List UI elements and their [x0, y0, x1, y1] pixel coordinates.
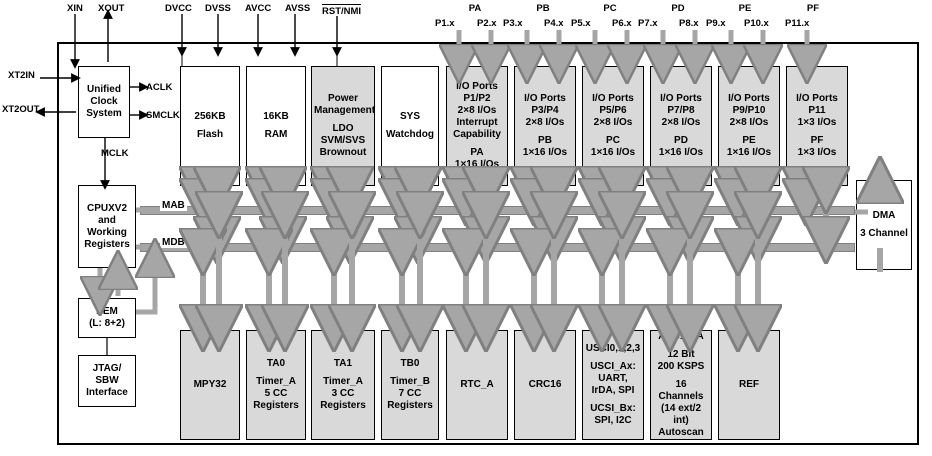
pm-line-4: LDO — [332, 123, 354, 134]
block-adc12-a — [650, 330, 712, 440]
eem-line-1: EEM — [96, 306, 118, 317]
ta1-line-3: Timer_A — [323, 376, 363, 387]
ucs-line-1: Unified — [87, 84, 121, 95]
block-tb0 — [381, 330, 439, 440]
pd-line-2: P7/P8 — [667, 105, 695, 116]
port-group-pf: PF — [806, 3, 820, 14]
dma-line-3: 3 Channel — [860, 228, 908, 239]
pin-label-dvcc: DVCC — [165, 3, 192, 14]
tb0-line-4: 7 CC — [398, 388, 422, 399]
pin-label-xt2out: XT2OUT — [2, 104, 40, 115]
pd-line-1: I/O Ports — [660, 93, 702, 104]
pa-line-3: 2×8 I/Os — [457, 105, 497, 116]
pc-line-1: I/O Ports — [592, 93, 634, 104]
ucs-line-3: System — [86, 108, 122, 119]
jtag-line-3: Interface — [86, 387, 128, 398]
pf-line-1: I/O Ports — [796, 93, 838, 104]
usci-line-4: UART, — [598, 373, 628, 384]
pin-label-p5x: P5.x — [571, 18, 591, 29]
block-crc16 — [514, 330, 576, 440]
port-group-pa: PA — [468, 3, 482, 14]
ta0-line-4: 5 CC — [264, 388, 288, 399]
ref-line-1: REF — [739, 379, 759, 390]
pc-line-5: PC — [606, 135, 620, 146]
jtag-line-1: JTAG/ — [92, 363, 122, 374]
block-io-ports-pd — [650, 66, 712, 186]
pin-label-p2x: P2.x — [477, 18, 497, 29]
bus-label-mdb: MDB — [162, 237, 185, 248]
pb-line-1: I/O Ports — [524, 93, 566, 104]
pin-label-avcc: AVCC — [245, 3, 272, 14]
block-sys-watchdog — [381, 66, 439, 186]
adc-line-6: 16 Channels — [658, 379, 704, 402]
block-ta0 — [246, 330, 306, 440]
usci-line-3: USCI_Ax: — [590, 361, 636, 372]
flash-line-3: Flash — [196, 129, 224, 140]
pin-label-p9x: P9.x — [706, 18, 726, 29]
pin-label-rst-nmi: RST/NMI — [322, 6, 362, 17]
ta1-line-1: TA1 — [333, 358, 353, 369]
jtag-line-2: SBW — [95, 375, 119, 386]
block-power-management — [311, 66, 375, 186]
ram-line-3: RAM — [264, 129, 288, 140]
pm-line-2: Management — [314, 105, 376, 116]
pin-label-xin: XIN — [67, 3, 83, 14]
port-group-pe: PE — [738, 3, 752, 14]
ram-line-1: 16KB — [263, 111, 289, 122]
port-group-pb: PB — [536, 3, 550, 14]
port-group-pc: PC — [603, 3, 617, 14]
pd-line-3: 2×8 I/Os — [661, 117, 701, 128]
ucs-line-2: Clock — [90, 96, 118, 107]
pb-line-2: P3/P4 — [531, 105, 559, 116]
ta1-line-4: 3 CC — [331, 388, 355, 399]
pf-line-3: 1×3 I/Os — [797, 117, 837, 128]
pm-line-6: Brownout — [319, 147, 367, 158]
crc16-line-1: CRC16 — [528, 379, 562, 390]
cpu-line-1: CPUXV2 — [86, 202, 127, 214]
pc-line-6: 1×16 I/Os — [590, 147, 636, 158]
ta0-line-1: TA0 — [266, 358, 286, 369]
adc-line-4: 200 KSPS — [657, 361, 705, 372]
ta0-line-5: Registers — [253, 400, 299, 411]
bus-label-mab: MAB — [162, 200, 185, 211]
pa-line-7: PA — [470, 147, 484, 158]
bus-mdb — [140, 243, 855, 252]
pm-line-5: SVM/SVS — [320, 135, 366, 146]
usci-line-8: SPI, I2C — [594, 415, 632, 426]
pf-line-2: P11 — [808, 105, 826, 116]
bus-mab — [140, 206, 855, 215]
rtc-line-1: RTC_A — [460, 379, 494, 390]
block-io-ports-pe — [718, 66, 780, 186]
pb-line-5: PB — [538, 135, 552, 146]
port-group-pd: PD — [671, 3, 685, 14]
flash-line-1: 256KB — [194, 111, 226, 122]
pc-line-3: 2×8 I/Os — [593, 117, 633, 128]
pa-line-5: Capability — [453, 129, 501, 140]
pd-line-6: 1×16 I/Os — [658, 147, 704, 158]
pin-label-p10x: P10.x — [744, 18, 769, 29]
adc-line-3: 12 Bit — [667, 349, 695, 360]
pin-label-p11x: P11.x — [785, 18, 810, 29]
pe-line-3: 2×8 I/Os — [729, 117, 769, 128]
dma-line-1: DMA — [872, 210, 896, 221]
ta0-line-3: Timer_A — [256, 376, 296, 387]
usci-line-5: IrDA, SPI — [591, 385, 635, 396]
clock-output-smclk: SMCLK — [146, 110, 180, 121]
pf-line-6: 1×3 I/Os — [797, 147, 837, 158]
block-ref — [718, 330, 780, 440]
adc-line-8: Autoscan — [658, 427, 704, 438]
block-rtc-a — [446, 330, 508, 440]
clock-output-mclk: MCLK — [101, 148, 129, 159]
pin-label-p3x: P3.x — [503, 18, 523, 29]
block-cpuxv2 — [78, 185, 136, 268]
sys-line-1: SYS — [399, 111, 420, 122]
cpu-line-4: Registers — [84, 238, 130, 250]
pm-line-1: Power — [327, 93, 358, 104]
adc-line-1: ADC12_A — [658, 331, 704, 342]
pin-label-dvss: DVSS — [205, 3, 231, 14]
usci-line-7: UCSI_Bx: — [590, 403, 636, 414]
ta1-line-5: Registers — [320, 400, 366, 411]
usci-line-1: USCI0,1,2,3 — [585, 343, 641, 354]
block-mpy32 — [180, 330, 240, 440]
pb-line-6: 1×16 I/Os — [522, 147, 568, 158]
block-ram — [246, 66, 306, 186]
block-flash — [180, 66, 240, 186]
block-io-ports-pa — [446, 66, 508, 186]
pe-line-5: PE — [742, 135, 756, 146]
pin-label-xout: XOUT — [98, 3, 125, 14]
tb0-line-3: Timer_B — [390, 376, 430, 387]
pin-label-xt2in: XT2IN — [8, 70, 35, 81]
pin-label-p7x: P7.x — [638, 18, 658, 29]
pe-line-2: P9/P10 — [732, 105, 766, 116]
block-ta1 — [311, 330, 375, 440]
pe-line-6: 1×16 I/Os — [726, 147, 772, 158]
clock-output-aclk: ACLK — [146, 82, 173, 93]
pin-label-p6x: P6.x — [612, 18, 632, 29]
pc-line-2: P5/P6 — [599, 105, 627, 116]
pin-label-avss: AVSS — [285, 3, 311, 14]
pin-label-p4x: P4.x — [544, 18, 564, 29]
sys-line-3: Watchdog — [386, 129, 434, 140]
pa-line-4: Interrupt — [456, 117, 498, 128]
block-io-ports-pb — [514, 66, 576, 186]
tb0-line-5: Registers — [387, 400, 433, 411]
pa-line-1: I/O Ports — [456, 81, 498, 92]
pe-line-1: I/O Ports — [728, 93, 770, 104]
block-usci — [582, 330, 644, 440]
block-eem — [78, 298, 136, 338]
pin-label-p8x: P8.x — [679, 18, 699, 29]
pa-line-2: P1/P2 — [463, 93, 491, 104]
eem-line-2: (L: 8+2) — [89, 318, 125, 329]
cpu-line-3: Working — [87, 226, 127, 238]
block-jtag-sbw-interface — [78, 355, 136, 407]
adc-line-7: (14 ext/2 int) — [660, 403, 702, 426]
pa-line-8: 1×16 I/Os — [454, 159, 500, 170]
pin-label-p1x: P1.x — [435, 18, 455, 29]
block-unified-clock-system — [78, 66, 130, 138]
mpy32-line-1: MPY32 — [193, 379, 227, 390]
pb-line-3: 2×8 I/Os — [525, 117, 565, 128]
tb0-line-1: TB0 — [400, 358, 420, 369]
block-dma — [856, 180, 912, 270]
pf-line-5: PF — [810, 135, 824, 146]
pd-line-5: PD — [674, 135, 688, 146]
cpu-line-2: and — [98, 214, 116, 226]
block-io-ports-pf — [786, 66, 848, 186]
block-io-ports-pc — [582, 66, 644, 186]
